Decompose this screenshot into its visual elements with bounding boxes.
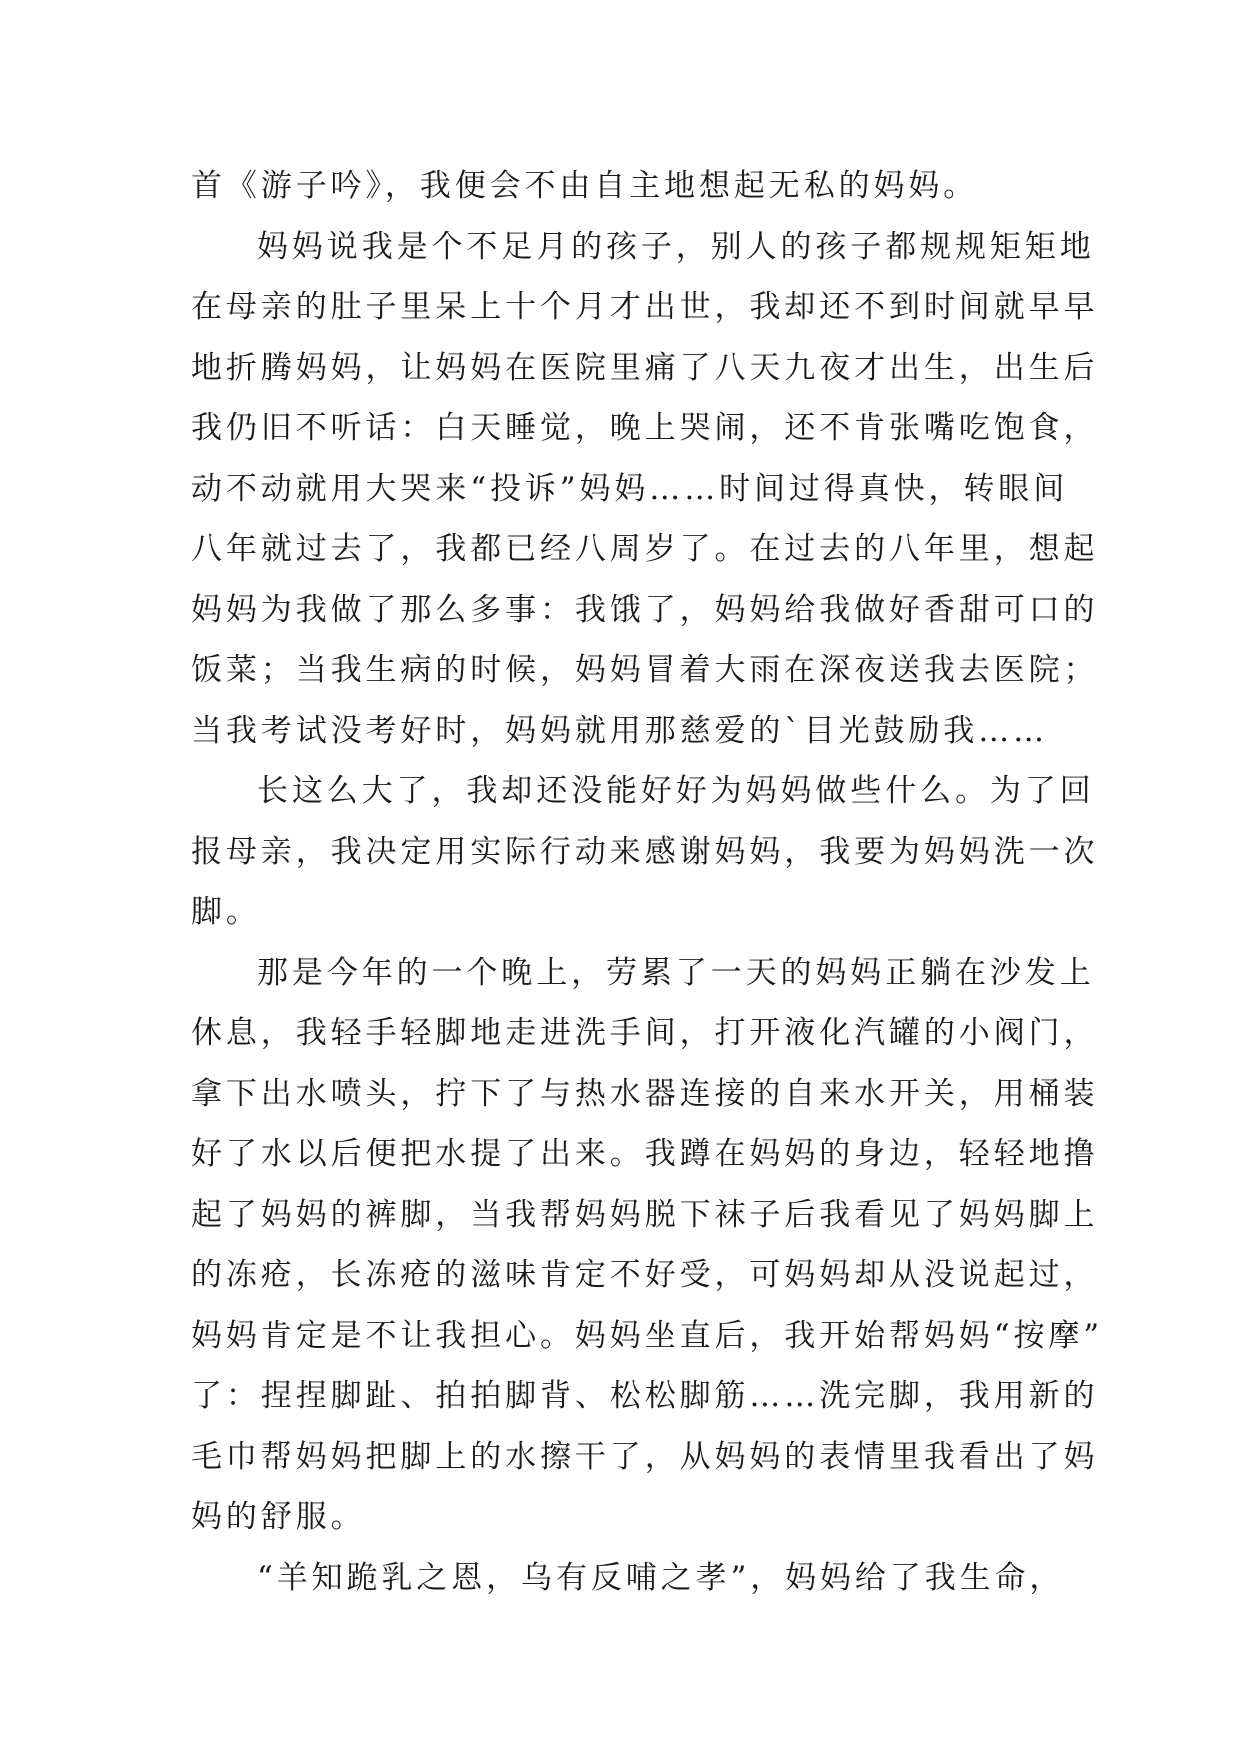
text-line: 动不动就用大哭来“投诉”妈妈……时间过得真快，转眼间 xyxy=(191,470,1069,507)
text-line: 地折腾妈妈，让妈妈在医院里痛了八天九夜才出生，出生后 xyxy=(191,349,1099,386)
text-line: 休息，我轻手轻脚地走进洗手间，打开液化汽罐的小阀门， xyxy=(191,1015,1099,1051)
text-line: 妈妈为我做了那么多事：我饿了，妈妈给我做好香甜可口的 xyxy=(191,591,1099,628)
paragraph-start-line: 妈妈说我是个不足月的孩子，别人的孩子都规规矩矩地 xyxy=(257,228,1095,265)
text-line: 的冻疮，长冻疮的滋味肯定不好受，可妈妈却从没说起过， xyxy=(191,1257,1099,1293)
text-line: 我仍旧不听话：白天睡觉，晚上哭闹，还不肯张嘴吃饱食， xyxy=(191,410,1099,446)
paragraph-start-line: “羊知跪乳之恩，乌有反哺之孝”，妈妈给了我生命， xyxy=(257,1559,1065,1596)
text-line: 饭菜；当我生病的时候，妈妈冒着大雨在深夜送我去医院； xyxy=(191,652,1099,688)
text-line: 拿下出水喷头，拧下了与热水器连接的自来水开关，用桶装 xyxy=(191,1075,1099,1112)
text-line: 报母亲，我决定用实际行动来感谢妈妈，我要为妈妈洗一次 xyxy=(191,833,1099,870)
text-line: 首《游子吟》，我便会不由自主地想起无私的妈妈。 xyxy=(191,168,979,204)
text-line: 在母亲的肚子里呆上十个月才出世，我却还不到时间就早早 xyxy=(191,289,1099,325)
text-line: 毛巾帮妈妈把脚上的水擦干了，从妈妈的表情里我看出了妈 xyxy=(191,1438,1099,1475)
essay-body xyxy=(191,156,1103,1608)
text-line: 妈的舒服。 xyxy=(191,1499,366,1535)
text-line: 妈妈肯定是不让我担心。妈妈坐直后，我开始帮妈妈“按摩” xyxy=(191,1317,1103,1354)
text-line: 八年就过去了，我都已经八周岁了。在过去的八年里，想起 xyxy=(191,531,1099,567)
text-line: 脚。 xyxy=(191,894,261,930)
text-line: 当我考试没考好时，妈妈就用那慈爱的`目光鼓励我…… xyxy=(191,712,1048,749)
paragraph-start-line: 长这么大了，我却还没能好好为妈妈做些什么。为了回 xyxy=(257,773,1095,809)
text-line: 起了妈妈的裤脚，当我帮妈妈脱下袜子后我看见了妈妈脚上 xyxy=(191,1196,1099,1233)
paragraph-start-line: 那是今年的一个晚上，劳累了一天的妈妈正躺在沙发上 xyxy=(257,954,1095,991)
text-line: 好了水以后便把水提了出来。我蹲在妈妈的身边，轻轻地撸 xyxy=(191,1136,1099,1172)
text-line: 了：捏捏脚趾、拍拍脚背、松松脚筋……洗完脚，我用新的 xyxy=(191,1378,1099,1414)
